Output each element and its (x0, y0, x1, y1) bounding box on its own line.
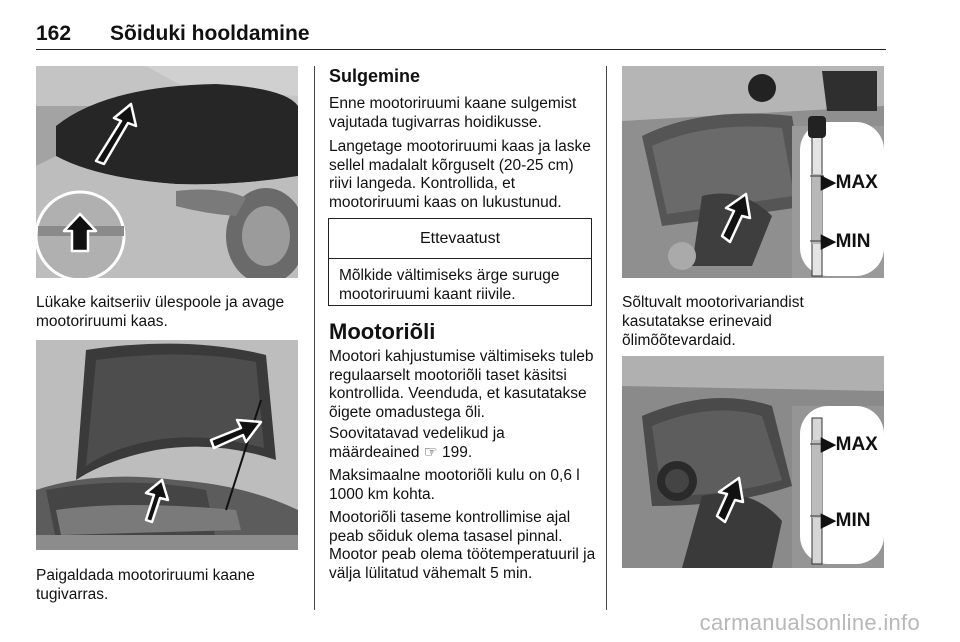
column-divider-1 (314, 66, 315, 610)
heading-engine-oil: Mootoriõli (329, 319, 436, 344)
paragraph-oil-3: Maksimaalne mootoriõli kulu on 0,6 l 1000 km kohta. (329, 467, 580, 503)
figure-dipstick-2 (622, 356, 884, 568)
caption-dipstick-variants: Sõltuvalt mootorivariandist kasutatakse erinevaid õlimõõtevardaid. (622, 294, 804, 349)
caption-support-rod: Paigaldada mootoriruumi kaane tugivarras. (36, 567, 255, 603)
paragraph-closing-2: Langetage mootoriruumi kaas ja laske sellel madalalt kõrguselt (20-25 cm) riivi langeda. Kontrollida, et mootoriruumi kaas on lukustunud. (329, 138, 591, 211)
figure-support-rod (36, 340, 298, 550)
figure-dipstick-1 (622, 66, 884, 278)
column-divider-2 (606, 66, 607, 610)
page-number: 162 (36, 22, 72, 45)
figure-hood-latch (36, 66, 298, 278)
caption-hood-latch: Lükake kaitseriiv ülespoole ja avage mootoriruumi kaas. (36, 294, 285, 330)
paragraph-oil-4: Mootoriõli taseme kontrollimise ajal peab sõiduk olema tasasel pinnal. Mootor peab olema töötemperatuuril ja välja lülitatud vähemalt 5 min. (329, 509, 596, 582)
warning-title: Ettevaatust (329, 219, 591, 259)
header-rule (36, 49, 886, 50)
paragraph-oil-1: Mootori kahjustumise vältimiseks tuleb regulaarselt mootoriõli taset käsitsi kontrollida. Veenduda, et kasutatakse õigete omadustega õli. (329, 348, 594, 421)
page-title: Sõiduki hooldamine (110, 22, 310, 45)
warning-body: Mõlkide vältimiseks ärge suruge mootoriruumi kaant riivile. (339, 267, 560, 303)
heading-closing: Sulgemine (329, 66, 421, 86)
dipstick-1-max-label: ▶MAX (821, 172, 878, 193)
paragraph-oil-2: Soovitatavad vedelikud ja määrdeained ☞ 199. (329, 425, 505, 461)
dipstick-1-min-label: ▶MIN (821, 231, 871, 252)
watermark: carmanualsonline.info (699, 610, 920, 635)
paragraph-closing-1: Enne mootoriruumi kaane sulgemist vajutada tugivarras hoidikusse. (329, 95, 577, 131)
dipstick-2-min-label: ▶MIN (821, 510, 871, 531)
dipstick-2-max-label: ▶MAX (821, 434, 878, 455)
warning-box (328, 218, 592, 306)
